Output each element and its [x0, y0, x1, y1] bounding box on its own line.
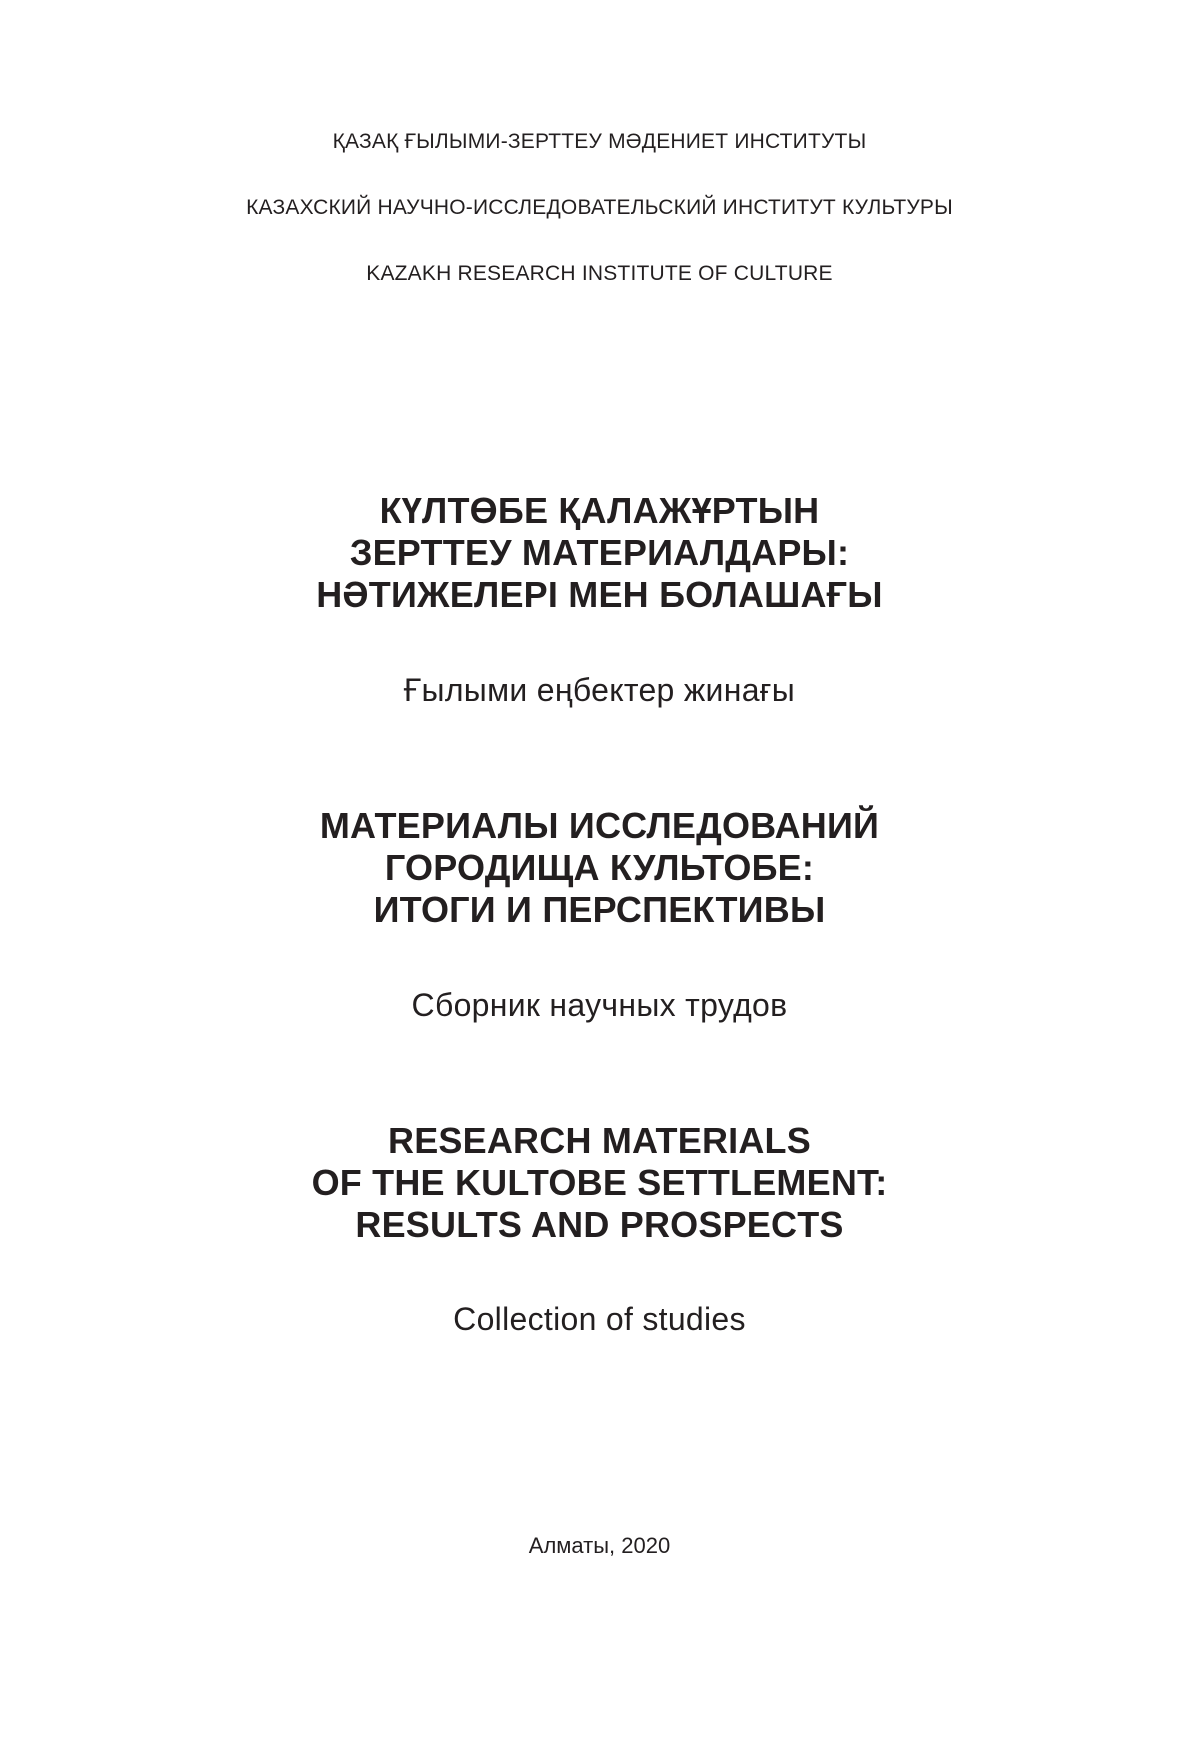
english-subtitle: Collection of studies — [453, 1301, 746, 1337]
russian-title-line-3: ИТОГИ И ПЕРСПЕКТИВЫ — [373, 889, 826, 930]
institute-name-english: KAZAKH RESEARCH INSTITUTE OF CULTURE — [366, 262, 833, 285]
english-title-line-3: RESULTS AND PROSPECTS — [355, 1204, 844, 1245]
kazakh-title-line-1: КҮЛТӨБЕ ҚАЛАЖҰРТЫН — [379, 490, 820, 531]
publication-place-year: Алматы, 2020 — [528, 1533, 671, 1558]
kazakh-subtitle: Ғылыми еңбектер жинағы — [403, 672, 796, 708]
kazakh-title-line-3: НӘТИЖЕЛЕРІ МЕН БОЛАШАҒЫ — [316, 574, 883, 615]
english-title-line-1: RESEARCH MATERIALS — [388, 1120, 811, 1161]
institute-name-russian: КАЗАХСКИЙ НАУЧНО-ИССЛЕДОВАТЕЛЬСКИЙ ИНСТИТУТ КУЛЬТУРЫ — [246, 196, 953, 219]
russian-subtitle: Сборник научных трудов — [411, 987, 788, 1023]
russian-title-line-1: МАТЕРИАЛЫ ИССЛЕДОВАНИЙ — [319, 805, 880, 846]
russian-title-line-2: ГОРОДИЩА КУЛЬТОБЕ: — [384, 847, 815, 888]
institute-name-kazakh: ҚАЗАҚ ҒЫЛЫМИ-ЗЕРТТЕУ МӘДЕНИЕТ ИНСТИТУТЫ — [332, 130, 867, 153]
english-title-line-2: OF THE KULTOBE SETTLEMENT: — [311, 1162, 888, 1203]
kazakh-title-line-2: ЗЕРТТЕУ МАТЕРИАЛДАРЫ: — [349, 532, 850, 573]
